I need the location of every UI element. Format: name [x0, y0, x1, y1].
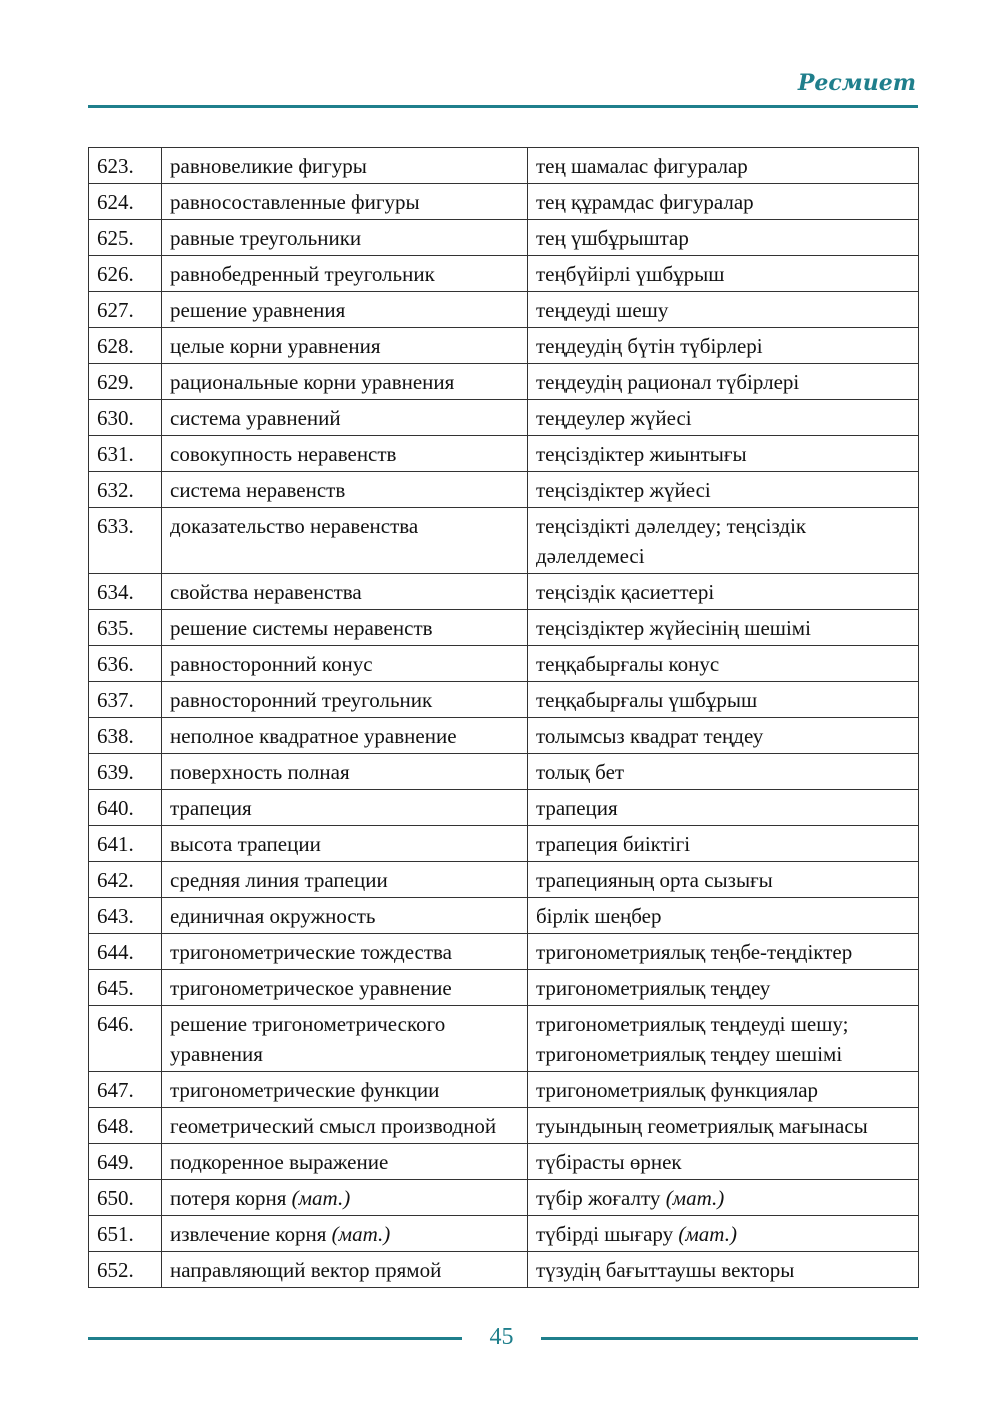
term-russian — [162, 364, 528, 400]
table-row — [89, 436, 919, 472]
term-kazakh — [528, 292, 919, 328]
term-kazakh — [528, 682, 919, 718]
table-row — [89, 718, 919, 754]
term-kazakh — [528, 472, 919, 508]
term-kazakh — [528, 790, 919, 826]
term-russian-text: потеря корня — [170, 1186, 287, 1210]
term-russian — [162, 436, 528, 472]
term-kazakh — [528, 1072, 919, 1108]
table-row — [89, 682, 919, 718]
term-kazakh — [528, 826, 919, 862]
table-row — [89, 790, 919, 826]
term-russian — [162, 1108, 528, 1144]
term-kazakh — [528, 862, 919, 898]
term-number: 646. — [89, 1006, 162, 1072]
term-russian — [162, 898, 528, 934]
subject-note: (мат.) — [291, 1186, 351, 1210]
term-russian-text: тригонометрическое уравнение — [170, 976, 452, 1000]
term-number: 643. — [89, 898, 162, 934]
table-row — [89, 574, 919, 610]
term-kazakh — [528, 184, 919, 220]
term-russian-text: единичная окружность — [170, 904, 376, 928]
term-russian — [162, 256, 528, 292]
term-number: 650. — [89, 1180, 162, 1216]
term-russian — [162, 400, 528, 436]
term-russian — [162, 1252, 528, 1288]
term-russian — [162, 508, 528, 574]
term-russian — [162, 682, 528, 718]
table-row — [89, 610, 919, 646]
term-kazakh — [528, 220, 919, 256]
term-number: 635. — [89, 610, 162, 646]
term-kazakh-text: тригонометриялық функциялар — [536, 1078, 819, 1102]
table-row — [89, 148, 919, 184]
term-russian-text: равные треугольники — [170, 226, 362, 250]
term-kazakh — [528, 400, 919, 436]
table-row — [89, 1252, 919, 1288]
term-russian-text: система уравнений — [170, 406, 341, 430]
term-kazakh-text: түбір жоғалту — [536, 1186, 661, 1210]
term-kazakh-text: тригонометриялық теңбе-теңдіктер — [536, 940, 853, 964]
term-kazakh-text: тең құрамдас фигуралар — [536, 190, 754, 214]
term-russian-text: подкоренное выражение — [170, 1150, 389, 1174]
term-kazakh-text: теңсіздіктер жиынтығы — [536, 442, 747, 466]
term-russian — [162, 220, 528, 256]
term-russian-text: решение тригонометрического уравнения — [170, 1012, 446, 1066]
term-russian — [162, 472, 528, 508]
term-number: 631. — [89, 436, 162, 472]
term-kazakh-text: теңсіздіктер жүйесі — [536, 478, 711, 502]
term-russian-text: равносоставленные фигуры — [170, 190, 420, 214]
term-kazakh-text: тригонометриялық теңдеуді шешу; тригонометриялық теңдеу шешімі — [536, 1012, 849, 1066]
term-kazakh-text: теңдеуді шешу — [536, 298, 669, 322]
glossary-table — [88, 147, 919, 1288]
term-russian-text: совокупность неравенств — [170, 442, 397, 466]
term-russian — [162, 184, 528, 220]
table-row — [89, 934, 919, 970]
term-kazakh — [528, 934, 919, 970]
term-kazakh-text: теңқабырғалы конус — [536, 652, 720, 676]
term-kazakh-text: теңбүйірлі үшбұрыш — [536, 262, 725, 286]
term-kazakh — [528, 610, 919, 646]
term-kazakh — [528, 148, 919, 184]
term-number: 639. — [89, 754, 162, 790]
term-number: 634. — [89, 574, 162, 610]
table-row — [89, 862, 919, 898]
term-russian — [162, 292, 528, 328]
term-russian-text: доказательство неравенства — [170, 514, 419, 538]
term-russian — [162, 934, 528, 970]
term-number: 641. — [89, 826, 162, 862]
term-number: 632. — [89, 472, 162, 508]
term-russian-text: целые корни уравнения — [170, 334, 381, 358]
table-row — [89, 364, 919, 400]
term-number: 651. — [89, 1216, 162, 1252]
table-row — [89, 184, 919, 220]
term-kazakh — [528, 508, 919, 574]
term-russian — [162, 718, 528, 754]
term-number: 625. — [89, 220, 162, 256]
term-kazakh — [528, 436, 919, 472]
footer-rule-right — [541, 1337, 918, 1340]
term-russian — [162, 1180, 528, 1216]
table-row — [89, 1144, 919, 1180]
term-russian — [162, 1216, 528, 1252]
term-russian — [162, 610, 528, 646]
glossary-body — [89, 148, 919, 1288]
table-row — [89, 508, 919, 574]
term-russian-text: рациональные корни уравнения — [170, 370, 455, 394]
term-kazakh-text: түбірді шығару — [536, 1222, 674, 1246]
table-row — [89, 328, 919, 364]
term-kazakh — [528, 256, 919, 292]
term-kazakh-text: толық бет — [536, 760, 625, 784]
table-row — [89, 646, 919, 682]
term-kazakh — [528, 1108, 919, 1144]
term-kazakh-text: теңдеудің бүтін түбірлері — [536, 334, 763, 358]
header-rule — [88, 105, 918, 108]
term-kazakh-text: бірлік шеңбер — [536, 904, 662, 928]
table-row — [89, 256, 919, 292]
term-kazakh — [528, 328, 919, 364]
term-kazakh-text: теңдеудің рационал түбірлері — [536, 370, 800, 394]
table-row — [89, 1180, 919, 1216]
term-number: 630. — [89, 400, 162, 436]
term-russian-text: тригонометрические тождества — [170, 940, 452, 964]
term-russian-text: тригонометрические функции — [170, 1078, 440, 1102]
term-russian — [162, 1006, 528, 1072]
term-russian-text: решение системы неравенств — [170, 616, 433, 640]
term-russian — [162, 1072, 528, 1108]
table-row — [89, 826, 919, 862]
term-russian-text: геометрический смысл производной — [170, 1114, 497, 1138]
term-number: 624. — [89, 184, 162, 220]
term-number: 648. — [89, 1108, 162, 1144]
term-kazakh — [528, 1252, 919, 1288]
table-row — [89, 754, 919, 790]
term-number: 636. — [89, 646, 162, 682]
term-russian-text: система неравенств — [170, 478, 346, 502]
term-russian-text: решение уравнения — [170, 298, 346, 322]
term-russian-text: свойства неравенства — [170, 580, 362, 604]
term-kazakh — [528, 574, 919, 610]
table-row — [89, 1072, 919, 1108]
term-kazakh-text: тригонометриялық теңдеу — [536, 976, 771, 1000]
term-number: 642. — [89, 862, 162, 898]
term-number: 627. — [89, 292, 162, 328]
term-russian — [162, 790, 528, 826]
term-kazakh — [528, 970, 919, 1006]
footer-rule-left — [88, 1337, 462, 1340]
term-russian — [162, 646, 528, 682]
term-kazakh-text: тең шамалас фигуралар — [536, 154, 748, 178]
term-kazakh-text: трапецияның орта сызығы — [536, 868, 773, 892]
term-russian-text: равновеликие фигуры — [170, 154, 367, 178]
term-russian — [162, 328, 528, 364]
term-kazakh — [528, 364, 919, 400]
term-kazakh — [528, 1006, 919, 1072]
term-russian-text: средняя линия трапеции — [170, 868, 388, 892]
term-russian-text: равносторонний конус — [170, 652, 373, 676]
term-number: 640. — [89, 790, 162, 826]
term-kazakh-text: түзудің бағыттаушы векторы — [536, 1258, 795, 1282]
term-russian-text: равнобедренный треугольник — [170, 262, 435, 286]
subject-note: (мат.) — [678, 1222, 737, 1246]
term-kazakh-text: трапеция — [536, 796, 618, 820]
term-kazakh — [528, 1216, 919, 1252]
term-number: 629. — [89, 364, 162, 400]
term-kazakh-text: толымсыз квадрат теңдеу — [536, 724, 764, 748]
term-kazakh-text: теңсіздік қасиеттері — [536, 580, 715, 604]
term-kazakh — [528, 898, 919, 934]
term-number: 623. — [89, 148, 162, 184]
term-russian-text: неполное квадратное уравнение — [170, 724, 457, 748]
term-number: 644. — [89, 934, 162, 970]
page-number: 45 — [489, 1324, 514, 1350]
term-russian-text: извлечение корня — [170, 1222, 327, 1246]
term-russian-text: трапеция — [170, 796, 252, 820]
term-number: 626. — [89, 256, 162, 292]
term-kazakh — [528, 1180, 919, 1216]
table-row — [89, 472, 919, 508]
term-number: 647. — [89, 1072, 162, 1108]
term-russian — [162, 826, 528, 862]
term-russian-text: поверхность полная — [170, 760, 350, 784]
table-row — [89, 400, 919, 436]
term-kazakh-text: трапеция биіктігі — [536, 832, 691, 856]
term-kazakh-text: теңсіздіктер жүйесінің шешімі — [536, 616, 811, 640]
term-russian — [162, 1144, 528, 1180]
term-russian-text: направляющий вектор прямой — [170, 1258, 442, 1282]
term-kazakh-text: түбірасты өрнек — [536, 1150, 682, 1174]
table-row — [89, 1216, 919, 1252]
term-kazakh — [528, 718, 919, 754]
running-header-title: Ресмиет — [797, 70, 916, 96]
term-number: 638. — [89, 718, 162, 754]
term-kazakh-text: теңдеулер жүйесі — [536, 406, 692, 430]
term-russian — [162, 862, 528, 898]
subject-note: (мат.) — [331, 1222, 391, 1246]
term-kazakh-text: тең үшбұрыштар — [536, 226, 689, 250]
term-number: 633. — [89, 508, 162, 574]
term-kazakh — [528, 754, 919, 790]
term-kazakh-text: теңқабырғалы үшбұрыш — [536, 688, 758, 712]
term-russian — [162, 754, 528, 790]
term-kazakh — [528, 1144, 919, 1180]
table-row — [89, 970, 919, 1006]
term-number: 637. — [89, 682, 162, 718]
term-kazakh-text: туындының геометриялық мағынасы — [536, 1114, 868, 1138]
table-row — [89, 1108, 919, 1144]
term-russian-text: равносторонний треугольник — [170, 688, 433, 712]
term-russian-text: высота трапеции — [170, 832, 321, 856]
term-russian — [162, 574, 528, 610]
table-row — [89, 220, 919, 256]
term-russian — [162, 148, 528, 184]
term-kazakh-text: теңсіздікті дәлелдеу; теңсіздік дәлелдемесі — [536, 514, 807, 568]
subject-note: (мат.) — [665, 1186, 725, 1210]
term-kazakh — [528, 646, 919, 682]
term-number: 649. — [89, 1144, 162, 1180]
term-number: 652. — [89, 1252, 162, 1288]
table-row — [89, 898, 919, 934]
term-russian — [162, 970, 528, 1006]
table-row — [89, 1006, 919, 1072]
term-number: 645. — [89, 970, 162, 1006]
table-row — [89, 292, 919, 328]
term-number: 628. — [89, 328, 162, 364]
